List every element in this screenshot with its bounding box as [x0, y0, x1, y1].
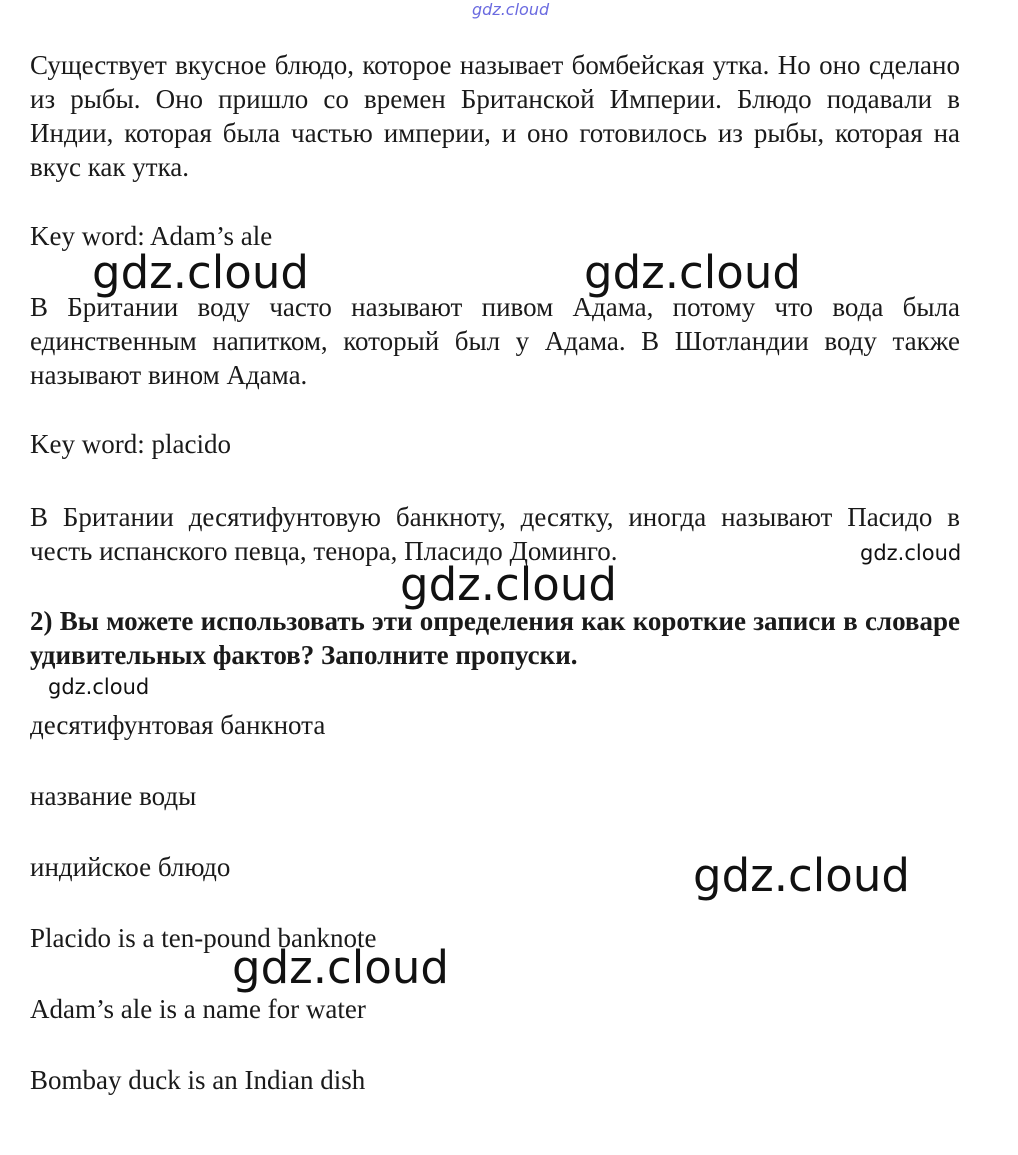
watermark: gdz.cloud: [860, 541, 962, 565]
paragraph-bombay-duck: Существует вкусное блюдо, которое называет бомбейская утка. Но оно сделано из рыбы. Оно пришло со времен Британской Империи. Блюдо подавали в Индии, которая была частью империи, и оно готовилось из рыбы, которая на вкус как утка.: [30, 50, 960, 182]
watermark: gdz.cloud: [232, 941, 449, 994]
watermark: gdz.cloud: [92, 246, 309, 299]
paragraph-adams-ale: В Британии воду часто называют пивом Адама, потому что вода была единственным напитком, который был у Адама. В Шотландии воду также называют вином Адама.: [30, 292, 960, 390]
watermark: gdz.cloud: [693, 849, 910, 902]
answer-item: Placido is a ten-pound banknote: [30, 923, 377, 953]
gap-item: название воды: [30, 781, 197, 811]
watermark: gdz.cloud: [584, 246, 801, 299]
watermark: gdz.cloud: [48, 675, 150, 699]
watermark: gdz.cloud: [400, 558, 617, 611]
key-word-adams-ale: Key word: Adam’s ale: [30, 221, 273, 251]
gap-item: индийское блюдо: [30, 852, 231, 882]
watermark: gdz.cloud: [472, 0, 550, 19]
gap-item: десятифунтовая банкнота: [30, 710, 326, 740]
answer-item: Adam’s ale is a name for water: [30, 994, 366, 1024]
task-heading: 2) Вы можете использовать эти определения как короткие записи в словаре удивительных фактов? Заполните пропуски.: [30, 606, 960, 670]
answer-item: Bombay duck is an Indian dish: [30, 1065, 366, 1095]
paragraph-placido: В Британии десятифунтовую банкноту, десятку, иногда называют Пасидо в честь испанского певца, тенора, Пласидо Доминго.: [30, 502, 960, 566]
key-word-placido: Key word: placido: [30, 429, 231, 459]
